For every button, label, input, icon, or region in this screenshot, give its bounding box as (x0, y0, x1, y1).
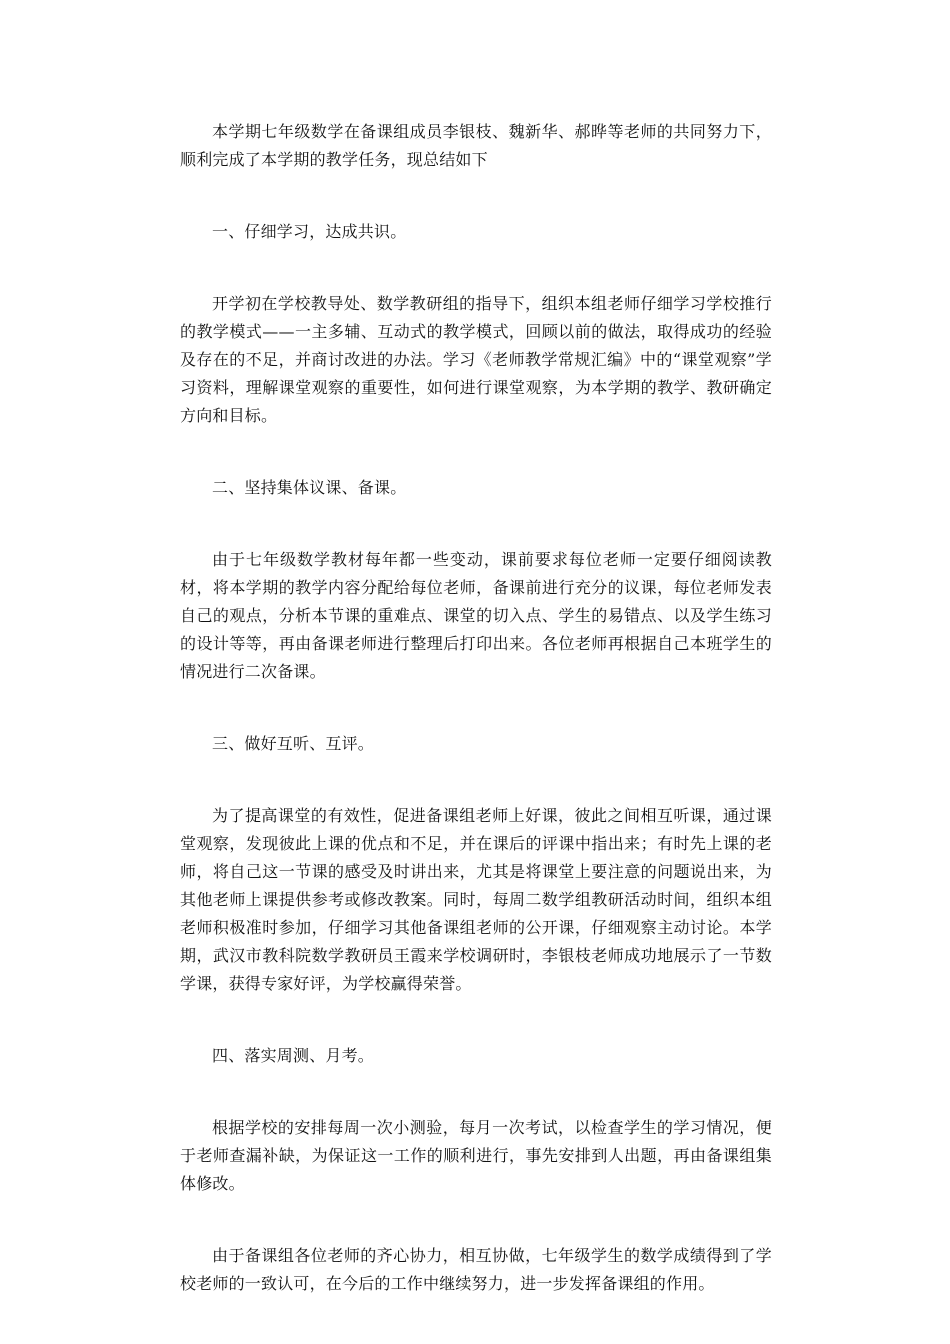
section-4-heading: 四、落实周测、月考。 (212, 1046, 375, 1065)
section-2-paragraph: 由于七年级数学教材每年都一些变动，课前要求每位老师一定要仔细阅读教材，将本学期的教学内容分配给每位老师，备课前进行充分的议课，每位老师发表自己的观点，分析本节课的重难点、课堂的切入点、学生的易错点、以及学生练习的设计等等，再由备课老师进行整理后打印出来。各位老师再根据自己本班学生的情况进行二次备课。 (180, 550, 772, 681)
conclusion-paragraph: 由于备课组各位老师的齐心协力，相互协做，七年级学生的数学成绩得到了学校老师的一致认可，在今后的工作中继续努力，进一步发挥备课组的作用。 (180, 1246, 772, 1293)
section-1-heading: 一、仔细学习，达成共识。 (212, 222, 407, 241)
document-body (180, 118, 772, 1342)
section-2-heading: 二、坚持集体议课、备课。 (212, 478, 407, 497)
intro-paragraph: 本学期七年级数学在备课组成员李银枝、魏新华、郝晔等老师的共同努力下，顺利完成了本学期的教学任务，现总结如下 (180, 122, 772, 169)
section-1-paragraph: 开学初在学校教导处、数学教研组的指导下，组织本组老师仔细学习学校推行的教学模式——一主多辅、互动式的教学模式，回顾以前的做法，取得成功的经验及存在的不足，并商讨改进的办法。学习《老师教学常规汇编》中的“课堂观察”学习资料，理解课堂观察的重要性，如何进行课堂观察，为本学期的教学、教研确定方向和目标。 (180, 294, 772, 425)
section-4-paragraph: 根据学校的安排每周一次小测验，每月一次考试，以检查学生的学习情况，便于老师查漏补缺，为保证这一工作的顺利进行，事先安排到人出题，再由备课组集体修改。 (180, 1118, 772, 1193)
section-3-heading: 三、做好互听、互评。 (212, 734, 375, 753)
section-3-paragraph: 为了提高课堂的有效性，促进备课组老师上好课，彼此之间相互听课，通过课堂观察，发现彼此上课的优点和不足，并在课后的评课中指出来；有时先上课的老师，将自己这一节课的感受及时讲出来，尤其是将课堂上要注意的问题说出来，为其他老师上课提供参考或修改教案。同时，每周二数学组教研活动时间，组织本组老师积极准时参加，仔细学习其他备课组老师的公开课，仔细观察主动讨论。本学期，武汉市教科院数学教研员王霞来学校调研时，李银枝老师成功地展示了一节数学课，获得专家好评，为学校赢得荣誉。 (180, 806, 772, 993)
